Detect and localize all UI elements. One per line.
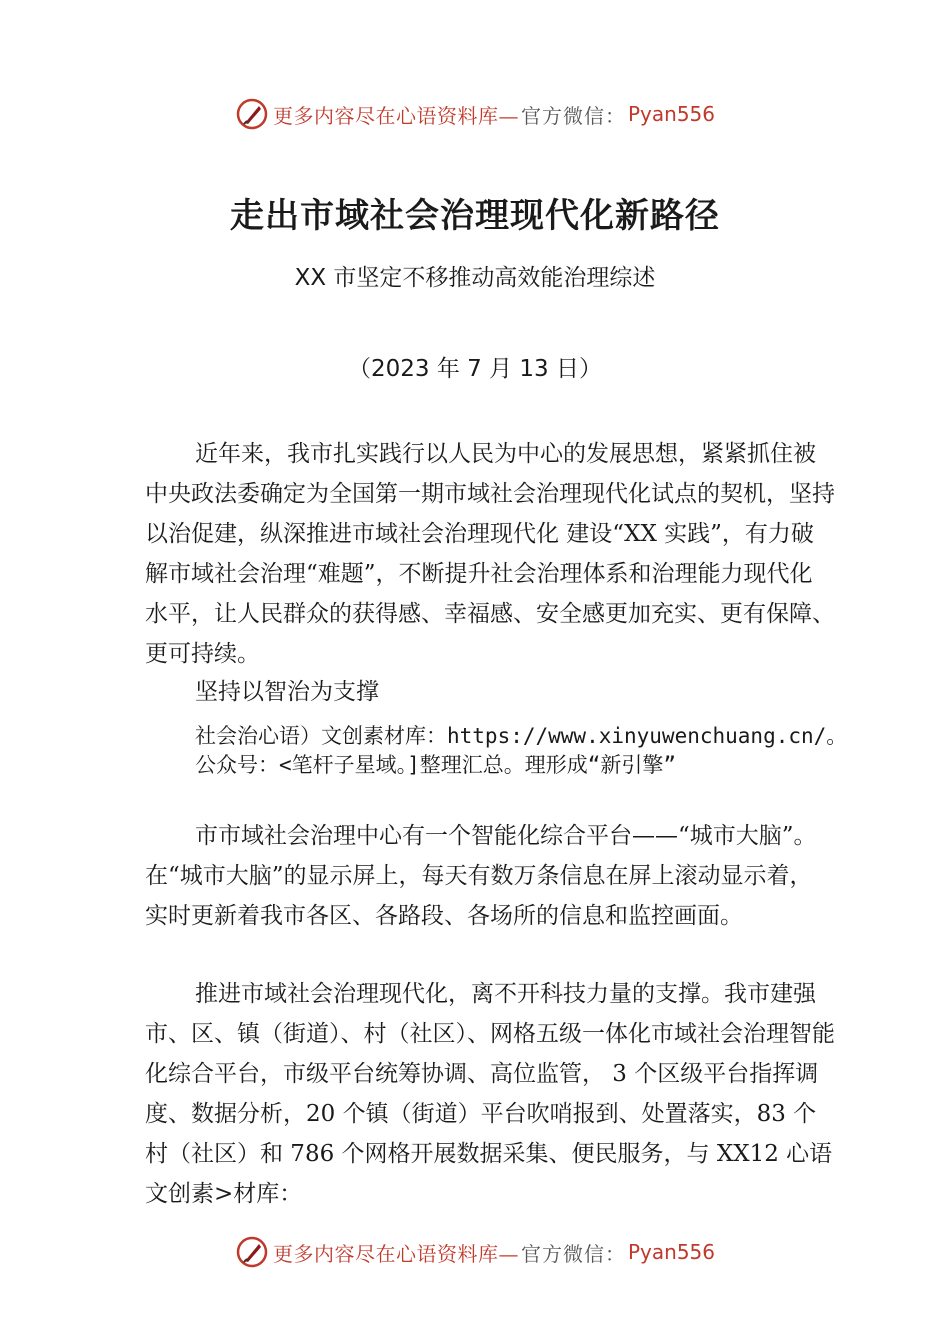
footer-watermark-banner (0, 1230, 950, 1274)
quill-logo-icon (235, 97, 269, 131)
document-title: 走出市域社会治理现代化新路径 (230, 196, 720, 236)
banner-wechat-id: Pyan556 (627, 102, 715, 126)
document-subtitle: XX 市坚定不移推动高效能治理综述 (294, 265, 656, 291)
paragraph-intro: 近年来，我市扎实践行以人民为中心的发展思想，紧紧抓住被中央政法委确定为全国第一期市域社会治理现代化试点的契机，坚持以治促建，纵深推进市域社会治理现代化 建设“XX 实践”，有力破解市域社会治理“难题”，不断提升社会治理体系和治理能力现代化水平，让人民群众的获得感、幸福感、安全感更加充实、更有保障、更可持续。 (145, 441, 835, 667)
banner-wechat-id: Pyan556 (627, 1240, 715, 1264)
header-watermark-banner (0, 92, 950, 136)
quill-logo-icon (235, 1235, 269, 1269)
paragraph-watermark-mixed: 社会治心语）文创素材库：https://www.xinyuwenchuang.cn/。公众号：<笔杆子星域。]整理汇总。理形成“新引擎” (195, 724, 848, 777)
document-date: （2023 年 7 月 13 日） (348, 356, 602, 382)
paragraph-platform: 推进市域社会治理现代化，离不开科技力量的支撑。我市建强市、区、镇（街道）、村（社区）、网格五级一体化市域社会治理智能化综合平台，市级平台统筹协调、高位监管， 3 个区级平台指挥调度、数据分析，20 个镇（街道）平台吹哨报到、处置落实，83 个村（社区）和 786 个网格开展数据采集、便民服务，与 XX12 心语文创素>材库： (145, 981, 835, 1207)
banner-wechat-label: 官方微信： (520, 1241, 626, 1266)
section-heading: 坚持以智治为支撑 (195, 679, 379, 705)
paragraph-city-brain: 市市域社会治理中心有一个智能化综合平台——“城市大脑”。在“城市大脑”的显示屏上，每天有数万条信息在屏上滚动显示着，实时更新着我市各区、各路段、各场所的信息和监控画面。 (145, 823, 817, 929)
banner-text: 更多内容尽在心语资料库— (272, 103, 519, 128)
banner-text: 更多内容尽在心语资料库— (272, 1241, 519, 1266)
banner-wechat-label: 官方微信： (520, 103, 626, 128)
